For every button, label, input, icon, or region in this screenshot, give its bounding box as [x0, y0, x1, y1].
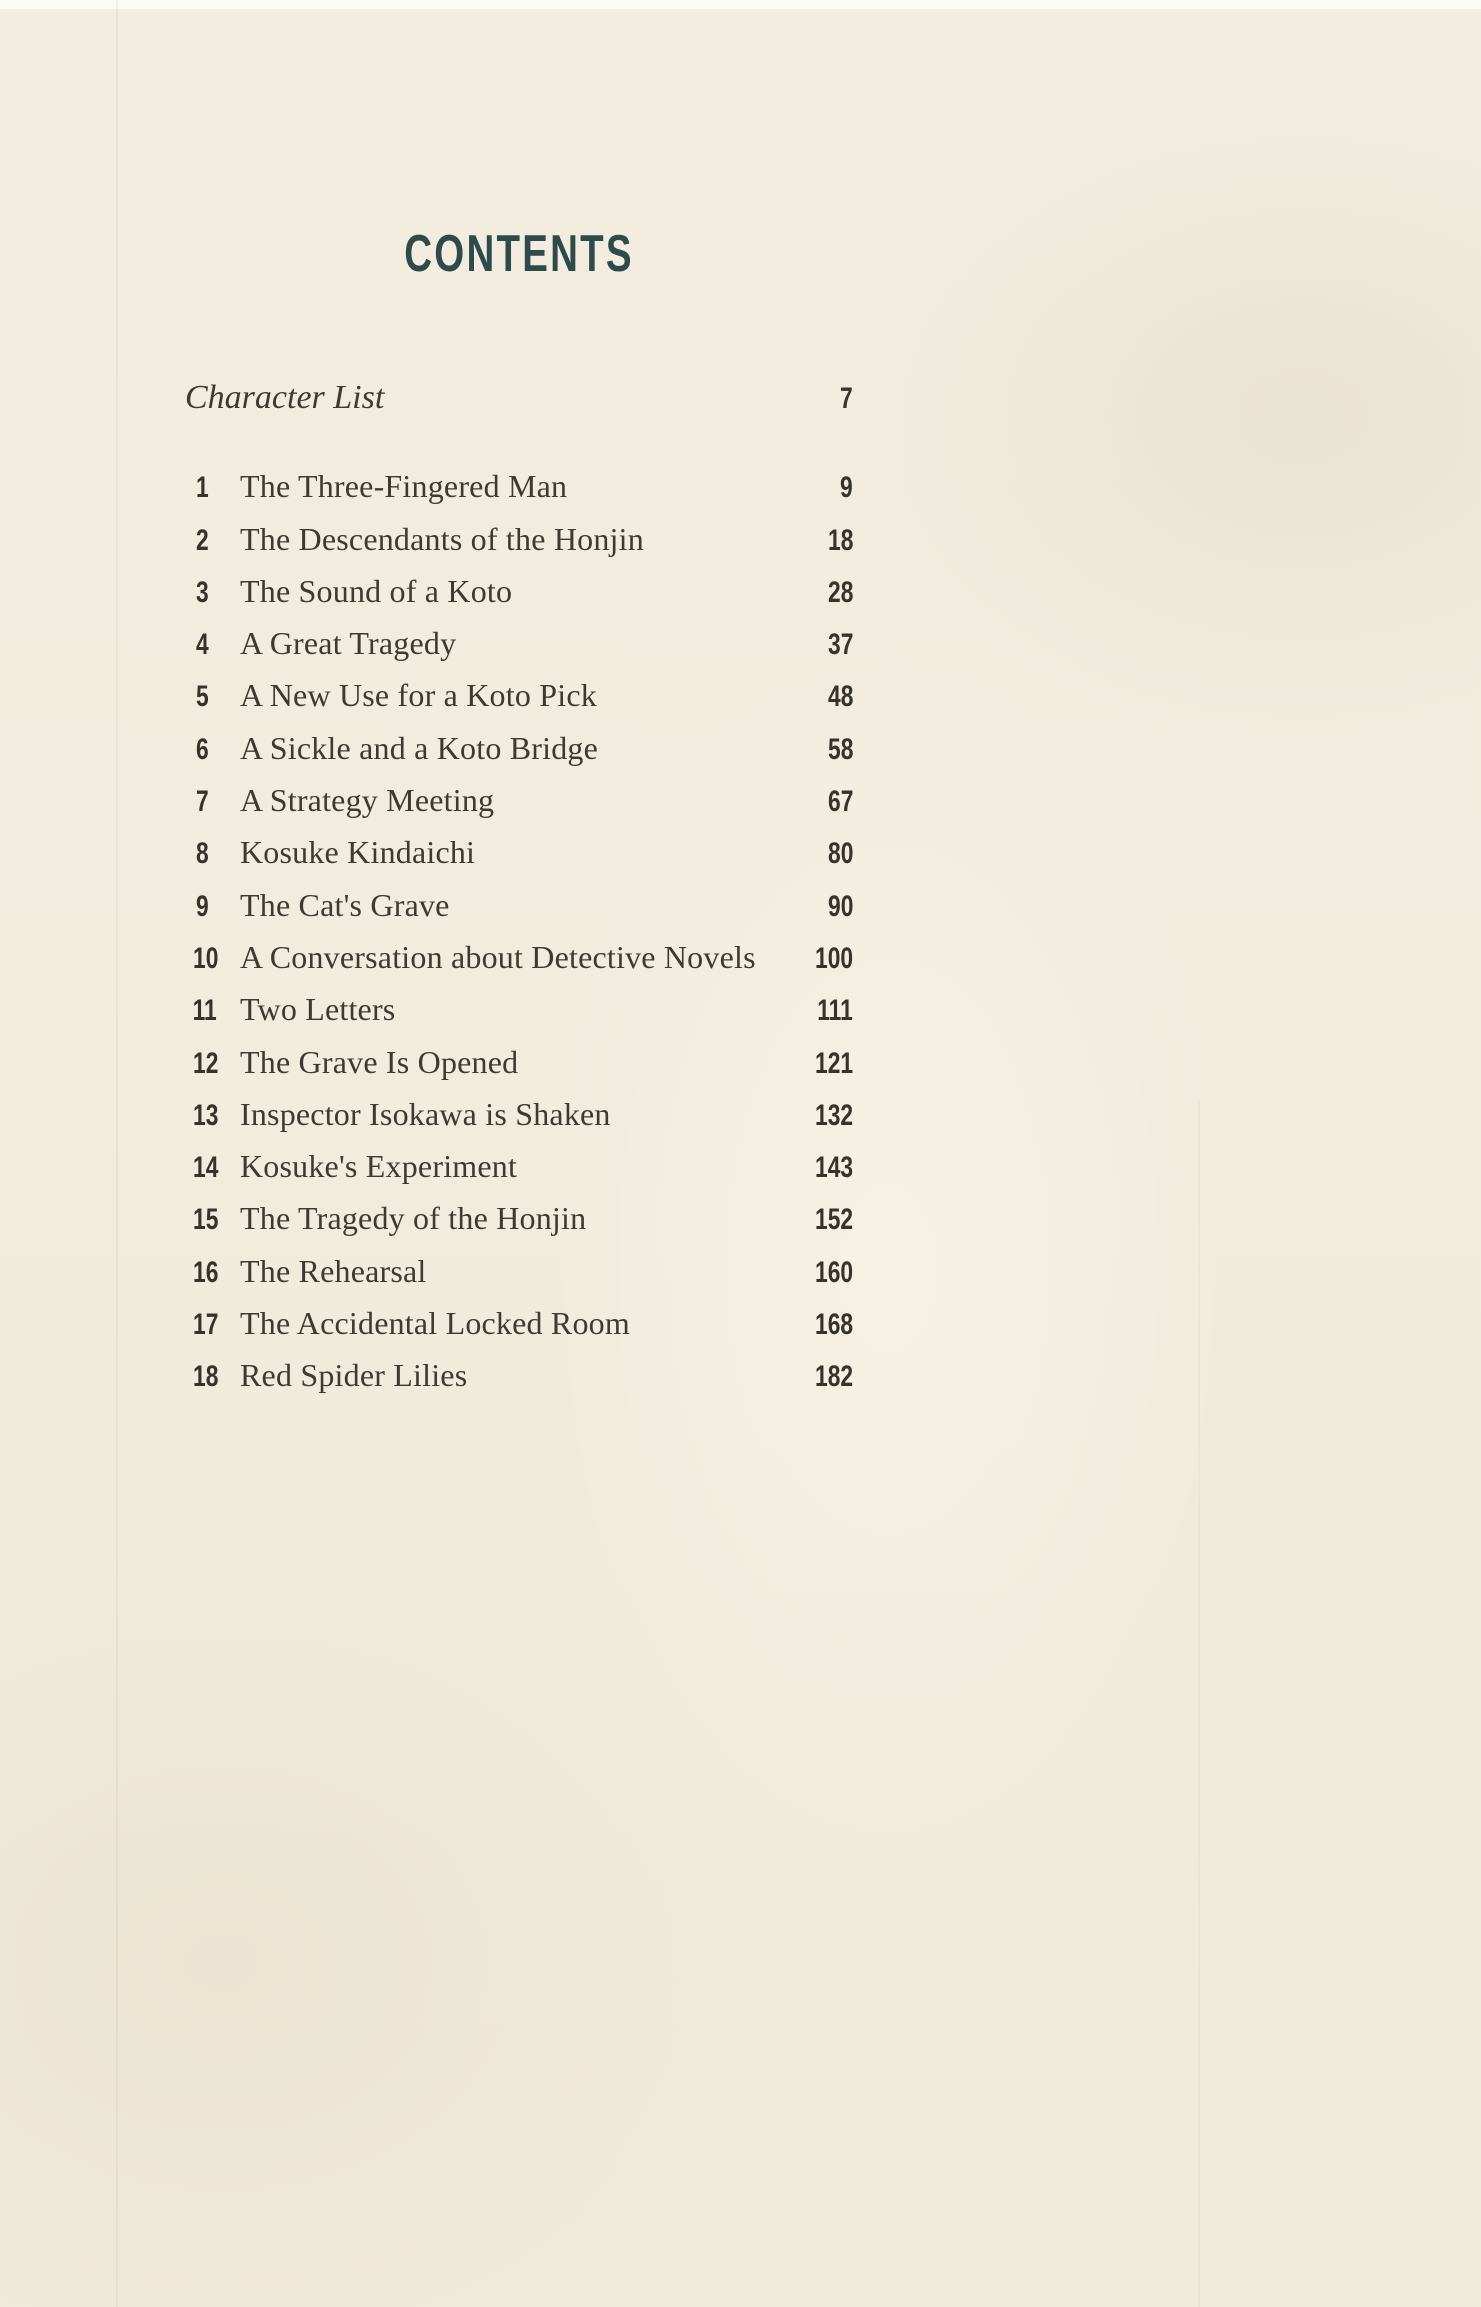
chapter-number: 13: [193, 1098, 219, 1132]
chapter-page-number: 168: [814, 1308, 853, 1342]
chapter-page-number: 37: [827, 628, 853, 662]
chapter-number: 8: [196, 837, 209, 871]
chapter-number: 3: [196, 575, 209, 609]
chapter-page-number: 90: [827, 889, 853, 923]
chapter-title: Inspector Isokawa is Shaken: [240, 1095, 611, 1132]
toc-row: [185, 617, 853, 669]
toc-row: [185, 669, 853, 721]
toc-row: [185, 931, 853, 983]
chapter-page-number: 100: [814, 941, 853, 975]
chapter-title: The Rehearsal: [240, 1252, 427, 1289]
chapter-title: Kosuke Kindaichi: [240, 834, 476, 871]
chapter-title: The Cat's Grave: [240, 886, 450, 923]
toc-row: [185, 1349, 853, 1401]
chapter-number: 17: [193, 1308, 219, 1342]
chapter-title: The Grave Is Opened: [240, 1043, 519, 1080]
chapter-title: The Sound of a Koto: [240, 572, 513, 609]
page-crease: [116, 0, 118, 2307]
chapter-page-number: 182: [814, 1360, 853, 1394]
front-matter-label: Character List: [185, 379, 385, 416]
chapter-title: The Tragedy of the Honjin: [240, 1200, 587, 1237]
chapter-title: A Sickle and a Koto Bridge: [240, 729, 599, 766]
chapter-page-number: 58: [827, 732, 853, 766]
chapter-number: 1: [196, 471, 209, 505]
chapter-page-number: 160: [814, 1255, 853, 1289]
chapter-page-number: 18: [827, 523, 853, 557]
contents-heading-wrap: [185, 224, 853, 284]
toc-row: [185, 774, 853, 826]
chapter-page-number: 28: [827, 575, 853, 609]
chapter-page-number: 143: [814, 1151, 853, 1185]
chapter-title: The Descendants of the Honjin: [240, 520, 644, 557]
chapter-number: 4: [196, 628, 209, 662]
scan-edge: [0, 0, 1481, 9]
chapter-title: The Three-Fingered Man: [240, 468, 568, 505]
toc-row: [185, 1140, 853, 1192]
table-of-contents: [185, 372, 853, 1402]
chapter-page-number: 111: [817, 994, 853, 1028]
chapter-title: Red Spider Lilies: [240, 1357, 468, 1394]
chapter-title: A New Use for a Koto Pick: [240, 677, 597, 714]
chapter-number: 11: [192, 994, 217, 1028]
chapter-title: The Accidental Locked Room: [240, 1305, 630, 1342]
chapter-page-number: 132: [814, 1098, 853, 1132]
chapter-number: 7: [196, 785, 209, 819]
contents-heading: CONTENTS: [404, 225, 634, 283]
chapter-number: 5: [196, 680, 209, 714]
chapter-page-number: 152: [814, 1203, 853, 1237]
front-matter-page-number: 7: [840, 382, 853, 415]
chapter-number: 16: [193, 1255, 219, 1289]
toc-row: [185, 460, 853, 512]
front-matter-row: [185, 372, 853, 424]
page-crease: [1198, 1100, 1200, 2307]
chapter-title: Two Letters: [240, 991, 396, 1028]
chapter-number: 18: [193, 1360, 219, 1394]
toc-row: [185, 565, 853, 617]
toc-row: [185, 513, 853, 565]
chapter-number: 9: [196, 889, 209, 923]
toc-row: [185, 879, 853, 931]
toc-row: [185, 983, 853, 1035]
toc-row: [185, 722, 853, 774]
chapter-number: 14: [193, 1151, 219, 1185]
chapter-number: 6: [196, 732, 209, 766]
chapter-number: 2: [196, 523, 209, 557]
chapter-page-number: 121: [814, 1046, 853, 1080]
chapter-page-number: 67: [827, 785, 853, 819]
toc-row: [185, 1245, 853, 1297]
chapter-number: 10: [193, 941, 219, 975]
chapter-title: Kosuke's Experiment: [240, 1148, 518, 1185]
toc-row: [185, 1088, 853, 1140]
toc-row: [185, 1297, 853, 1349]
chapter-title: A Conversation about Detective Novels: [240, 938, 756, 975]
toc-row: [185, 826, 853, 878]
chapter-page-number: 80: [827, 837, 853, 871]
chapter-number: 12: [193, 1046, 219, 1080]
chapter-page-number: 9: [840, 471, 853, 505]
chapter-number: 15: [193, 1203, 219, 1237]
toc-row: [185, 1036, 853, 1088]
chapter-title: A Great Tragedy: [240, 625, 457, 662]
chapter-page-number: 48: [827, 680, 853, 714]
chapter-title: A Strategy Meeting: [240, 782, 495, 819]
toc-row: [185, 1192, 853, 1244]
